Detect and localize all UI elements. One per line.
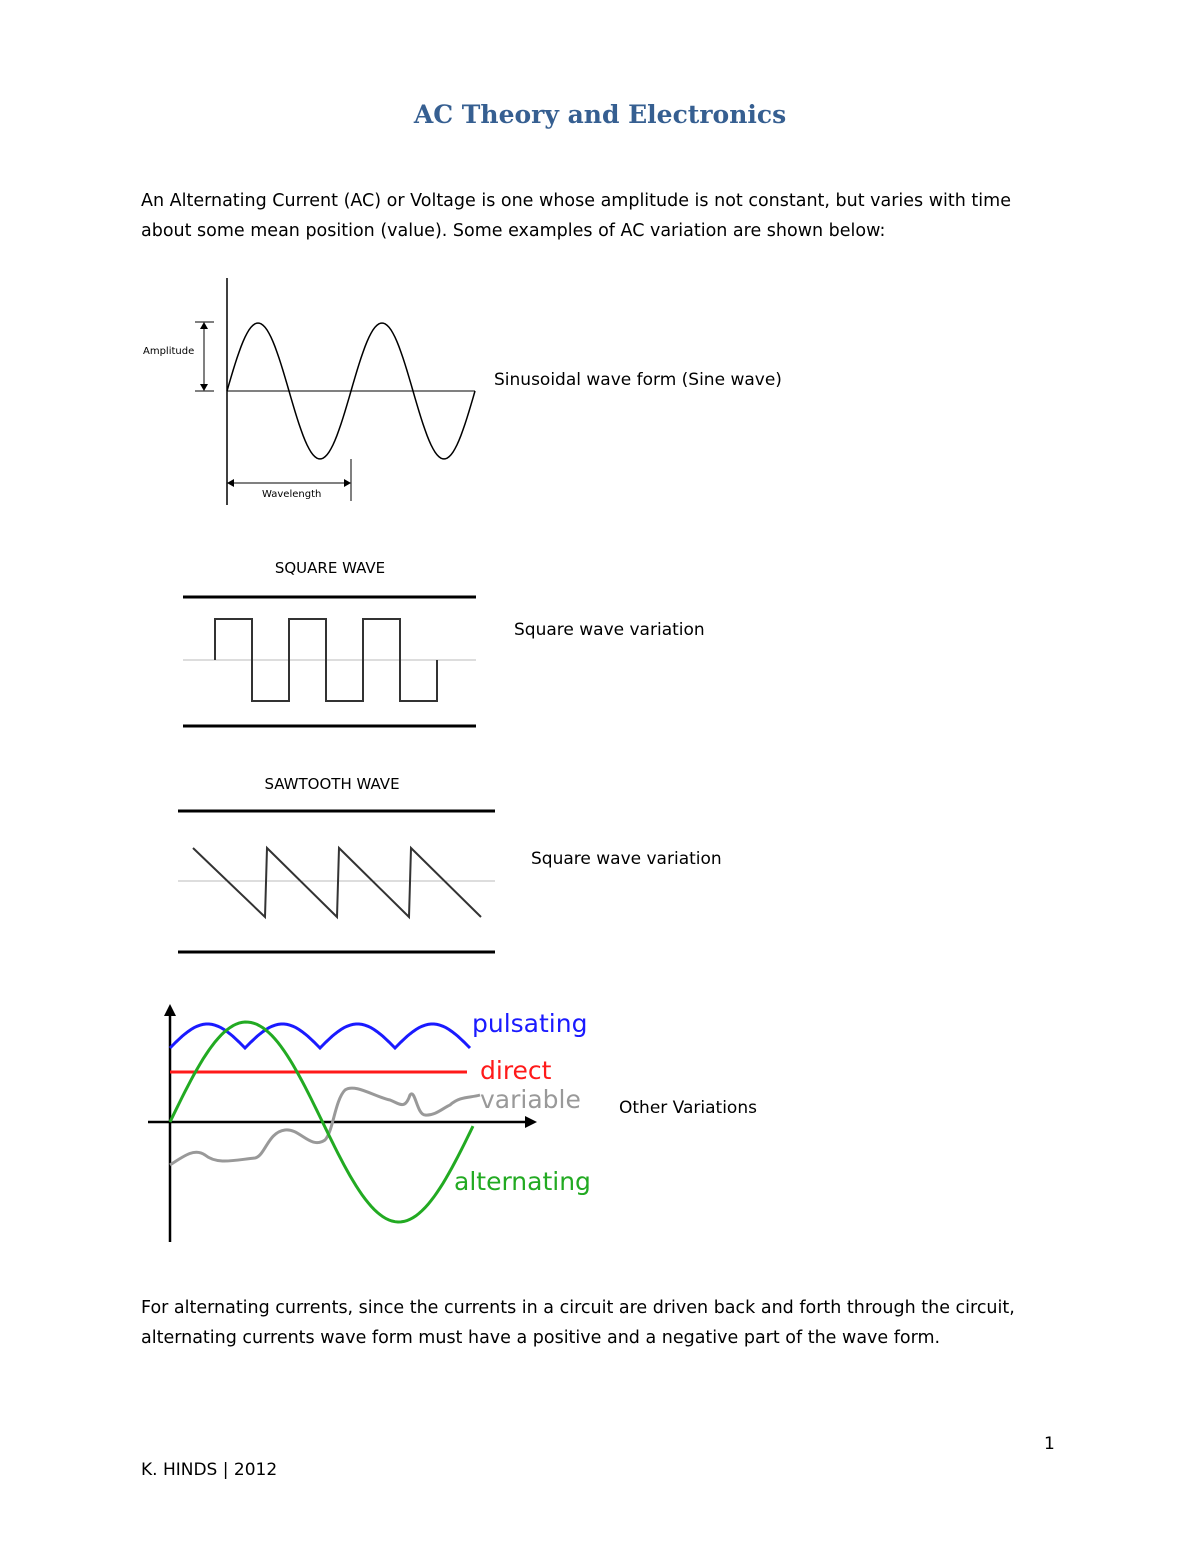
sawtooth-caption: Square wave variation <box>531 849 722 869</box>
square-heading: SQUARE WAVE <box>274 559 386 577</box>
closing-line-1: For alternating currents, since the currents in a circuit are driven back and forth through the circuit, <box>141 1298 1015 1318</box>
amplitude-label: Amplitude <box>143 346 195 357</box>
square-caption: Square wave variation <box>514 620 705 640</box>
intro-line-2: about some mean position (value). Some examples of AC variation are shown below: <box>141 221 886 241</box>
sine-caption: Sinusoidal wave form (Sine wave) <box>494 370 782 390</box>
x-axis-arrowhead <box>525 1116 537 1128</box>
page-title: AC Theory and Electronics <box>413 100 787 129</box>
other-variations-figure <box>145 1000 610 1245</box>
sawtooth-heading: SAWTOOTH WAVE <box>264 775 400 793</box>
pulsating-label: pulsating <box>472 1009 588 1038</box>
page-number: 1 <box>1044 1434 1055 1454</box>
wavelength-label: Wavelength <box>262 489 322 500</box>
sine-wave-figure <box>140 275 485 510</box>
closing-paragraph <box>141 1293 1061 1353</box>
sawtooth-wave-figure <box>175 770 500 960</box>
intro-paragraph <box>141 186 1061 246</box>
closing-line-2: alternating currents wave form must have a positive and a negative part of the wave form. <box>141 1328 941 1348</box>
direct-label: direct <box>480 1056 552 1085</box>
y-axis-arrowhead <box>164 1004 176 1016</box>
alternating-label: alternating <box>454 1167 591 1196</box>
square-wave-figure <box>180 555 480 733</box>
variable-label: variable <box>480 1085 581 1114</box>
sawtooth-wave-trace <box>193 848 481 917</box>
intro-line-1: An Alternating Current (AC) or Voltage is one whose amplitude is not constant, but varies with time <box>141 191 1011 211</box>
footer-author-year: K. HINDS | 2012 <box>141 1460 278 1480</box>
other-caption: Other Variations <box>619 1098 757 1118</box>
